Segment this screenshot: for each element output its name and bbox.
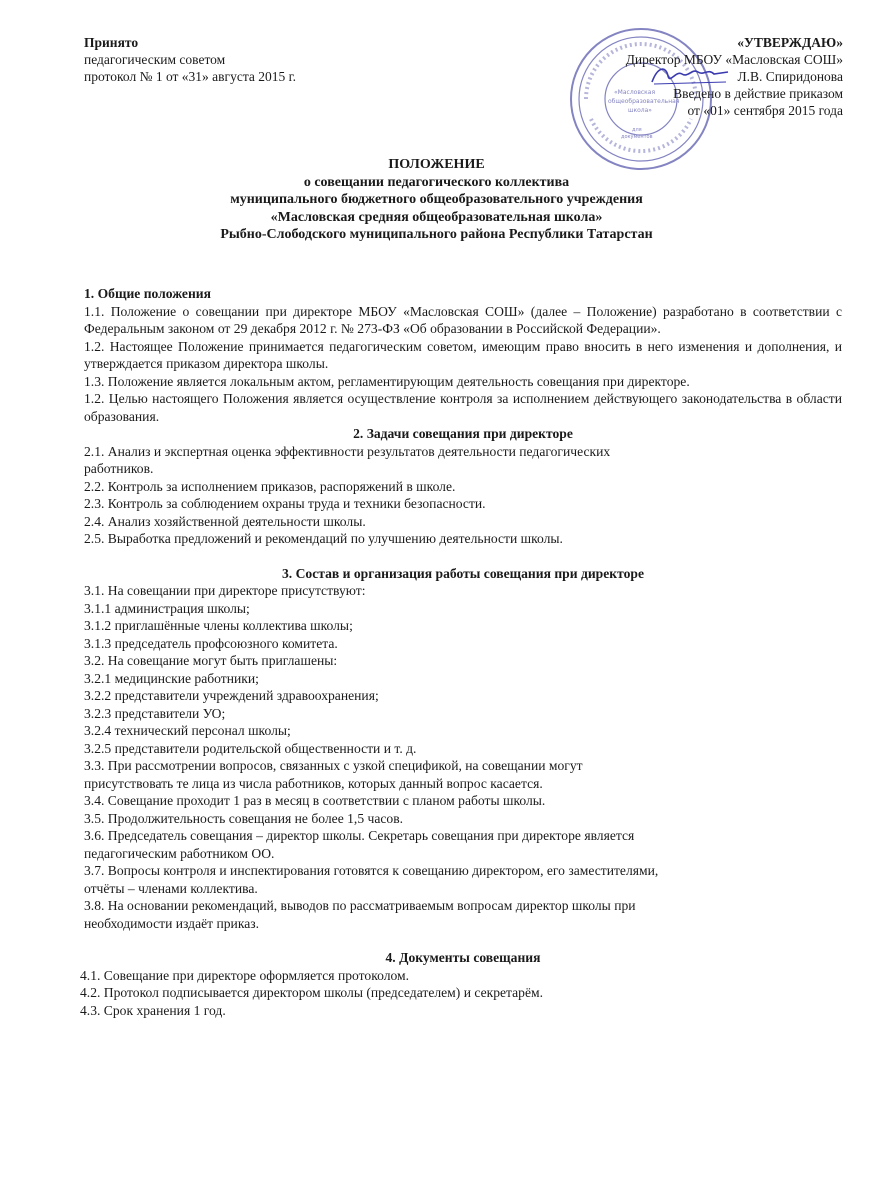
section-2-item: 2.1. Анализ и экспертная оценка эффективности результатов деятельности педагогических xyxy=(84,443,611,459)
approval-block xyxy=(543,34,843,119)
section-3-item: 3.4. Совещание проходит 1 раз в месяц в соответствии с планом работы школы. xyxy=(84,793,546,808)
section-3-item: 3.1. На совещании при директоре присутствуют: xyxy=(84,583,366,598)
accepted-block xyxy=(84,34,296,85)
svg-text:«Масловская: «Масловская xyxy=(614,89,656,96)
section-2-item: 2.4. Анализ хозяйственной деятельности школы. xyxy=(84,513,366,529)
section-3-item: 3.1.3 председатель профсоюзного комитета. xyxy=(84,635,338,651)
svg-text:общеобразовательная: общеобразовательная xyxy=(608,98,680,105)
spacer xyxy=(84,932,842,949)
accepted-title: Принято xyxy=(84,35,139,50)
section-3-item: 3.7. Вопросы контроля и инспектирования готовятся к совещанию директором, его заместителями, xyxy=(84,863,659,878)
section-1-paragraph: 1.1. Положение о совещании при директоре МБОУ «Масловская СОШ» (далее – Положение) разработано в соответствии с Федеральным законом от 29 декабря 2012 г. № 273-ФЗ «Об образовании в Российской Федерации». xyxy=(84,303,842,336)
section-2-heading: 2. Задачи совещания при директоре xyxy=(353,426,573,441)
spacer xyxy=(84,548,842,565)
section-4-item: 4.2. Протокол подписывается директором школы (председателем) и секретарём. xyxy=(80,985,544,1000)
section-3-item: 3.1.2 приглашённые члены коллектива школы; xyxy=(84,618,353,633)
section-1-paragraph: 1.3. Положение является локальным актом, регламентирующим деятельность совещания при директоре. xyxy=(84,373,690,389)
section-3-item: 3.2.2 представители учреждений здравоохранения; xyxy=(84,688,379,703)
svg-text:школа»: школа» xyxy=(628,107,652,114)
section-3-item: необходимости издаёт приказ. xyxy=(84,915,260,931)
section-2-item: 2.2. Контроль за исполнением приказов, распоряжений в школе. xyxy=(84,478,456,494)
section-2-item: 2.5. Выработка предложений и рекомендаций по улучшению деятельности школы. xyxy=(84,531,563,546)
document-body xyxy=(80,285,842,1019)
section-4-heading: 4. Документы совещания xyxy=(385,950,541,965)
section-3-item: 3.2.3 представители УО; xyxy=(84,705,226,721)
section-3-item: отчёты – членами коллектива. xyxy=(84,880,258,896)
section-2-item: 2.3. Контроль за соблюдением охраны труда и техники безопасности. xyxy=(84,496,486,511)
title-line-3: муниципального бюджетного общеобразовательного учреждения xyxy=(230,192,643,207)
section-3-item: 3.8. На основании рекомендаций, выводов по рассматриваемым вопросам директор школы при xyxy=(84,898,636,913)
svg-text:документов: документов xyxy=(621,134,653,140)
document-title xyxy=(0,156,873,244)
approval-line-1: Директор МБОУ «Масловская СОШ» xyxy=(625,52,843,67)
section-3-item: педагогическим работником ОО. xyxy=(84,845,275,861)
svg-text:для: для xyxy=(632,127,642,133)
section-3-item: 3.1.1 администрация школы; xyxy=(84,600,250,616)
section-4-list xyxy=(80,967,842,1020)
title-line-5: Рыбно-Слободского муниципального района Республики Татарстан xyxy=(220,227,653,242)
section-3-heading: 3. Состав и организация работы совещания при директоре xyxy=(281,565,644,581)
title-line-2: о совещании педагогического коллектива xyxy=(303,174,570,190)
section-3-item: 3.2.5 представители родительской общественности и т. д. xyxy=(84,740,417,756)
section-3-item: 3.3. При рассмотрении вопросов, связанных с узкой спецификой, на совещании могут xyxy=(84,758,583,773)
title-line-4: «Масловская средняя общеобразовательная школа» xyxy=(270,209,603,225)
accepted-line-2: протокол № 1 от «31» августа 2015 г. xyxy=(84,69,297,84)
section-3-item: 3.2. На совещание могут быть приглашены: xyxy=(84,653,338,668)
section-3-item: присутствовать те лица из числа работников, которых данный вопрос касается. xyxy=(84,775,543,791)
section-4-item: 4.1. Совещание при директоре оформляется протоколом. xyxy=(80,967,410,983)
section-1-paragraph: 1.2. Настоящее Положение принимается педагогическим советом, имеющим право вносить в него изменения и дополнения, и утверждается приказом директора школы. xyxy=(84,338,842,371)
section-2-item: работников. xyxy=(84,461,154,476)
section-3-item: 3.2.4 технический персонал школы; xyxy=(84,723,291,738)
section-1-heading: 1. Общие положения xyxy=(84,286,211,301)
approval-line-2: Л.В. Спиридонова xyxy=(737,69,843,84)
approval-line-3: Введено в действие приказом xyxy=(673,86,843,101)
accepted-line-1: педагогическим советом xyxy=(84,52,226,67)
section-3-item: 3.6. Председатель совещания – директор школы. Секретарь совещания при директоре является xyxy=(84,828,635,843)
title-line-1: ПОЛОЖЕНИЕ xyxy=(388,157,485,172)
section-3-item: 3.2.1 медицинские работники; xyxy=(84,670,259,686)
section-4-item: 4.3. Срок хранения 1 год. xyxy=(80,1002,226,1018)
section-3-item: 3.5. Продолжительность совещания не более 1,5 часов. xyxy=(84,810,404,826)
approval-line-4: от «01» сентября 2015 года xyxy=(687,103,843,118)
section-1-paragraph: 1.2. Целью настоящего Положения является осуществление контроля за исполнением действующего законодательства в области образования. xyxy=(84,391,842,424)
approval-title: «УТВЕРЖДАЮ» xyxy=(737,35,843,50)
